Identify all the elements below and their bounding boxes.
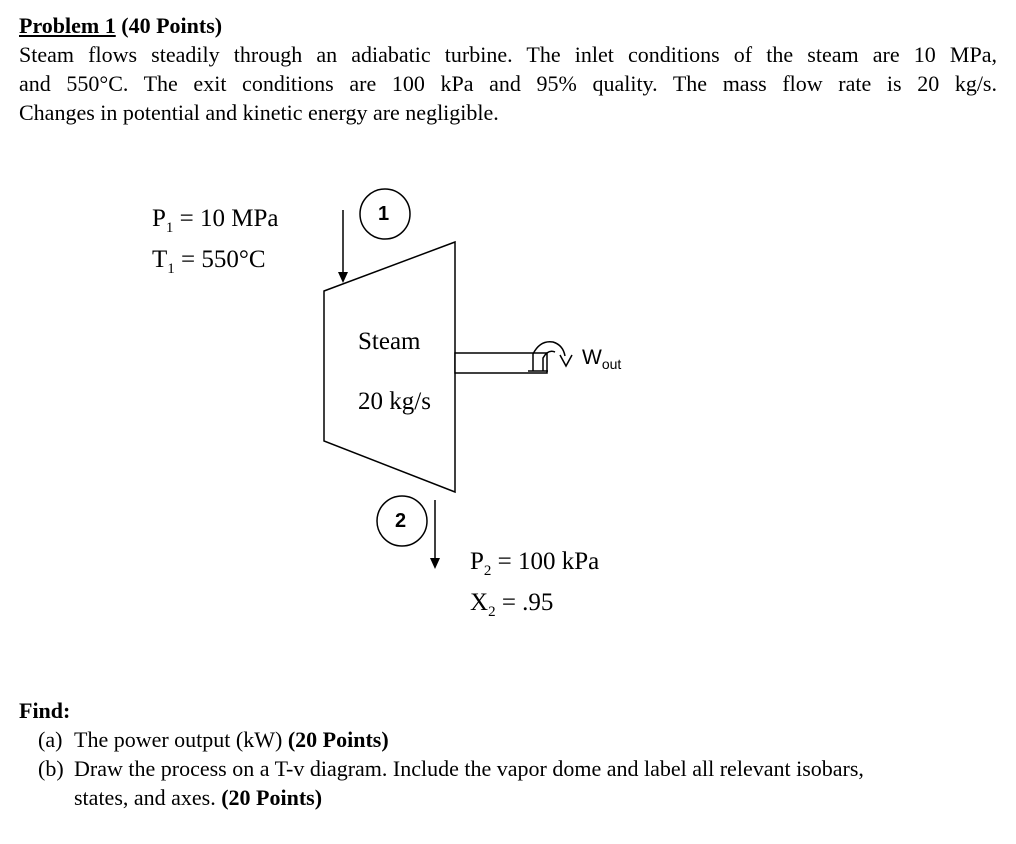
outlet-quality-var: X bbox=[470, 589, 489, 616]
turbine-fluid-label: Steam bbox=[358, 328, 421, 355]
inlet-pressure-value: = 10 MPa bbox=[179, 205, 279, 232]
turbine-flow-label: 20 kg/s bbox=[358, 388, 431, 415]
outlet-quality-value: = .95 bbox=[501, 589, 554, 616]
problem-number: Problem 1 bbox=[19, 13, 116, 38]
state-2-label: 2 bbox=[395, 510, 407, 532]
find-item-b-text-line1: Draw the process on a T-v diagram. Include the vapor dome and label all relevant isobars, bbox=[74, 756, 864, 781]
statement-line: and 550°C. The exit conditions are 100 kPa and 95% quality. The mass flow rate is 20 kg/s. bbox=[19, 71, 997, 96]
outlet-quality bbox=[470, 588, 553, 627]
inlet-arrowhead bbox=[338, 272, 348, 283]
problem-points: (40 Points) bbox=[121, 13, 223, 38]
outlet-pressure bbox=[470, 547, 599, 586]
find-item-b-text-line2: states, and axes. bbox=[74, 785, 216, 810]
outlet-arrowhead bbox=[430, 558, 440, 569]
outlet-quality-sub: 2 bbox=[488, 604, 496, 620]
find-item-a-tag: (a) bbox=[38, 727, 63, 752]
statement-line: Steam flows steadily through an adiabatic turbine. The inlet conditions of the steam are 10 MPa, bbox=[19, 42, 997, 67]
inlet-pressure-sub: 1 bbox=[165, 220, 174, 236]
inlet-pressure-var: P bbox=[152, 205, 166, 232]
work-sub: out bbox=[601, 356, 622, 373]
find-title: Find: bbox=[19, 698, 71, 723]
inlet-pressure bbox=[152, 204, 278, 243]
outlet-pressure-sub: 2 bbox=[483, 563, 492, 579]
inlet-temperature-sub: 1 bbox=[167, 261, 175, 277]
find-item-b bbox=[38, 754, 998, 783]
outlet-pressure-value: = 100 kPa bbox=[497, 548, 600, 575]
work-output-label bbox=[582, 343, 621, 379]
find-item-a bbox=[38, 725, 389, 754]
find-item-b-tag: (b) bbox=[38, 756, 64, 781]
find-item-a-text: The power output (kW) bbox=[74, 727, 283, 752]
find-item-a-points: (20 Points) bbox=[287, 727, 389, 752]
inlet-temperature bbox=[152, 245, 266, 284]
state-1-label: 1 bbox=[378, 203, 390, 225]
inlet-temperature-var: T bbox=[152, 246, 168, 273]
statement-line: Changes in potential and kinetic energy are negligible. bbox=[19, 100, 499, 125]
work-var: W bbox=[582, 346, 602, 369]
inlet-temperature-value: = 550°C bbox=[181, 246, 266, 273]
find-item-b-points: (20 Points) bbox=[221, 785, 323, 810]
outlet-pressure-var: P bbox=[470, 548, 484, 575]
find-item-b-cont bbox=[74, 783, 322, 812]
